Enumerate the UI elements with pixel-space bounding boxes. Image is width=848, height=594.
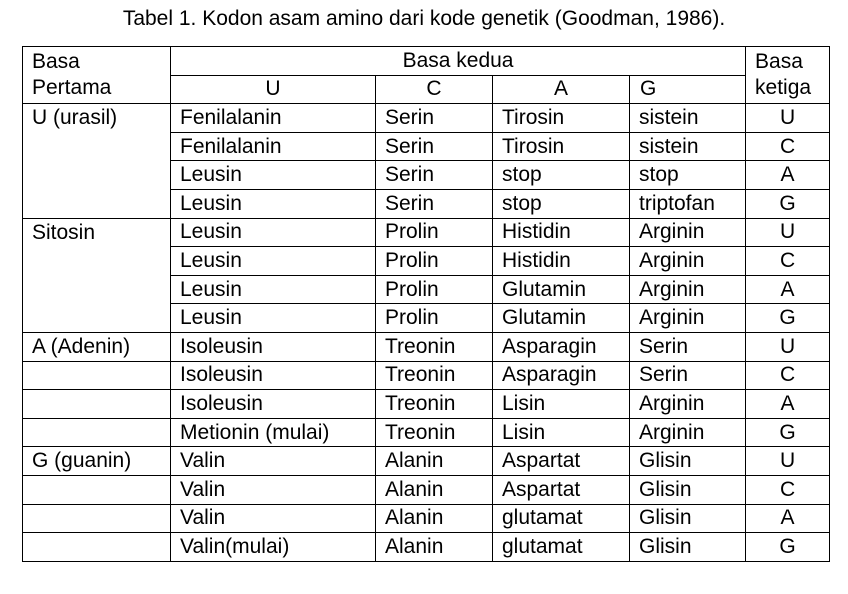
table-row bbox=[23, 247, 830, 276]
amino-acid-cell-u: Leusin bbox=[171, 304, 376, 333]
amino-acid-cell-c: Alanin bbox=[376, 504, 493, 533]
table-row bbox=[23, 218, 830, 247]
header-basa-kedua: Basa kedua bbox=[171, 47, 746, 76]
header-second-a: A bbox=[493, 75, 630, 104]
amino-acid-cell-u: Metionin (mulai) bbox=[171, 418, 376, 447]
third-base-cell: C bbox=[746, 361, 830, 390]
third-base-cell: C bbox=[746, 475, 830, 504]
first-base-cell bbox=[23, 247, 171, 276]
header-basa-ketiga bbox=[746, 47, 830, 104]
header-basa-pertama-line2: Pertama bbox=[32, 76, 112, 100]
header-second-u: U bbox=[171, 75, 376, 104]
amino-acid-cell-g: Glisin bbox=[630, 475, 746, 504]
first-base-cell bbox=[23, 132, 171, 161]
first-base-cell: Sitosin bbox=[23, 218, 171, 247]
table-row bbox=[23, 504, 830, 533]
codon-table bbox=[22, 46, 830, 562]
table-row bbox=[23, 447, 830, 476]
table-row bbox=[23, 361, 830, 390]
amino-acid-cell-u: Isoleusin bbox=[171, 332, 376, 361]
third-base-cell: U bbox=[746, 104, 830, 133]
amino-acid-cell-a: Histidin bbox=[493, 247, 630, 276]
first-base-cell bbox=[23, 533, 171, 562]
first-base-cell bbox=[23, 275, 171, 304]
third-base-cell: A bbox=[746, 275, 830, 304]
amino-acid-cell-a: stop bbox=[493, 161, 630, 190]
header-second-c: C bbox=[376, 75, 493, 104]
amino-acid-cell-c: Prolin bbox=[376, 247, 493, 276]
amino-acid-cell-c: Treonin bbox=[376, 390, 493, 419]
amino-acid-cell-c: Prolin bbox=[376, 275, 493, 304]
first-base-cell bbox=[23, 361, 171, 390]
table-row bbox=[23, 104, 830, 133]
first-base-cell: G (guanin) bbox=[23, 447, 171, 476]
amino-acid-cell-c: Alanin bbox=[376, 447, 493, 476]
amino-acid-cell-a: glutamat bbox=[493, 533, 630, 562]
header-second-g: G bbox=[630, 75, 746, 104]
header-basa-pertama bbox=[23, 47, 171, 104]
table-row bbox=[23, 475, 830, 504]
amino-acid-cell-c: Prolin bbox=[376, 304, 493, 333]
amino-acid-cell-a: Glutamin bbox=[493, 304, 630, 333]
amino-acid-cell-a: Glutamin bbox=[493, 275, 630, 304]
table-row bbox=[23, 161, 830, 190]
amino-acid-cell-u: Valin(mulai) bbox=[171, 533, 376, 562]
amino-acid-cell-u: Fenilalanin bbox=[171, 104, 376, 133]
amino-acid-cell-a: glutamat bbox=[493, 504, 630, 533]
amino-acid-cell-g: Arginin bbox=[630, 218, 746, 247]
amino-acid-cell-c: Alanin bbox=[376, 475, 493, 504]
codon-table-body bbox=[23, 104, 830, 562]
amino-acid-cell-u: Valin bbox=[171, 447, 376, 476]
first-base-cell bbox=[23, 390, 171, 419]
amino-acid-cell-c: Serin bbox=[376, 189, 493, 218]
amino-acid-cell-u: Leusin bbox=[171, 189, 376, 218]
first-base-cell bbox=[23, 475, 171, 504]
amino-acid-cell-g: sistein bbox=[630, 104, 746, 133]
amino-acid-cell-c: Serin bbox=[376, 132, 493, 161]
amino-acid-cell-a: Histidin bbox=[493, 218, 630, 247]
table-row bbox=[23, 332, 830, 361]
amino-acid-cell-a: stop bbox=[493, 189, 630, 218]
third-base-cell: U bbox=[746, 332, 830, 361]
amino-acid-cell-c: Treonin bbox=[376, 361, 493, 390]
third-base-cell: G bbox=[746, 533, 830, 562]
first-base-cell bbox=[23, 418, 171, 447]
first-base-cell: A (Adenin) bbox=[23, 332, 171, 361]
first-base-cell: U (urasil) bbox=[23, 104, 171, 133]
third-base-cell: G bbox=[746, 418, 830, 447]
table-row bbox=[23, 390, 830, 419]
amino-acid-cell-c: Serin bbox=[376, 161, 493, 190]
amino-acid-cell-a: Asparagin bbox=[493, 361, 630, 390]
table-caption: Tabel 1. Kodon asam amino dari kode genetik (Goodman, 1986). bbox=[122, 7, 726, 30]
amino-acid-cell-g: Arginin bbox=[630, 275, 746, 304]
amino-acid-cell-g: Arginin bbox=[630, 304, 746, 333]
amino-acid-cell-g: Glisin bbox=[630, 533, 746, 562]
third-base-cell: U bbox=[746, 218, 830, 247]
third-base-cell: A bbox=[746, 161, 830, 190]
table-row bbox=[23, 275, 830, 304]
amino-acid-cell-g: Glisin bbox=[630, 447, 746, 476]
amino-acid-cell-a: Tirosin bbox=[493, 132, 630, 161]
first-base-cell bbox=[23, 504, 171, 533]
amino-acid-cell-a: Aspartat bbox=[493, 475, 630, 504]
first-base-cell bbox=[23, 189, 171, 218]
amino-acid-cell-g: Glisin bbox=[630, 504, 746, 533]
amino-acid-cell-g: Arginin bbox=[630, 390, 746, 419]
header-basa-pertama-line1: Basa bbox=[32, 50, 80, 74]
amino-acid-cell-g: triptofan bbox=[630, 189, 746, 218]
amino-acid-cell-u: Valin bbox=[171, 475, 376, 504]
amino-acid-cell-a: Tirosin bbox=[493, 104, 630, 133]
amino-acid-cell-a: Lisin bbox=[493, 418, 630, 447]
amino-acid-cell-u: Leusin bbox=[171, 161, 376, 190]
third-base-cell: A bbox=[746, 504, 830, 533]
table-row bbox=[23, 304, 830, 333]
table-row bbox=[23, 189, 830, 218]
third-base-cell: C bbox=[746, 247, 830, 276]
amino-acid-cell-a: Lisin bbox=[493, 390, 630, 419]
amino-acid-cell-u: Leusin bbox=[171, 247, 376, 276]
amino-acid-cell-u: Fenilalanin bbox=[171, 132, 376, 161]
table-row bbox=[23, 132, 830, 161]
third-base-cell: U bbox=[746, 447, 830, 476]
amino-acid-cell-u: Isoleusin bbox=[171, 361, 376, 390]
amino-acid-cell-c: Prolin bbox=[376, 218, 493, 247]
amino-acid-cell-g: sistein bbox=[630, 132, 746, 161]
third-base-cell: A bbox=[746, 390, 830, 419]
amino-acid-cell-g: Serin bbox=[630, 361, 746, 390]
table-row bbox=[23, 418, 830, 447]
amino-acid-cell-c: Serin bbox=[376, 104, 493, 133]
header-basa-ketiga-line2: ketiga bbox=[755, 76, 812, 100]
amino-acid-cell-g: Arginin bbox=[630, 247, 746, 276]
table-row bbox=[23, 533, 830, 562]
amino-acid-cell-c: Treonin bbox=[376, 332, 493, 361]
amino-acid-cell-c: Treonin bbox=[376, 418, 493, 447]
amino-acid-cell-u: Leusin bbox=[171, 218, 376, 247]
first-base-cell bbox=[23, 161, 171, 190]
amino-acid-cell-a: Asparagin bbox=[493, 332, 630, 361]
amino-acid-cell-u: Valin bbox=[171, 504, 376, 533]
amino-acid-cell-a: Aspartat bbox=[493, 447, 630, 476]
header-basa-ketiga-line1: Basa bbox=[755, 50, 803, 74]
third-base-cell: C bbox=[746, 132, 830, 161]
amino-acid-cell-g: Serin bbox=[630, 332, 746, 361]
amino-acid-cell-g: stop bbox=[630, 161, 746, 190]
amino-acid-cell-c: Alanin bbox=[376, 533, 493, 562]
amino-acid-cell-u: Isoleusin bbox=[171, 390, 376, 419]
amino-acid-cell-u: Leusin bbox=[171, 275, 376, 304]
amino-acid-cell-g: Arginin bbox=[630, 418, 746, 447]
first-base-cell bbox=[23, 304, 171, 333]
third-base-cell: G bbox=[746, 304, 830, 333]
third-base-cell: G bbox=[746, 189, 830, 218]
